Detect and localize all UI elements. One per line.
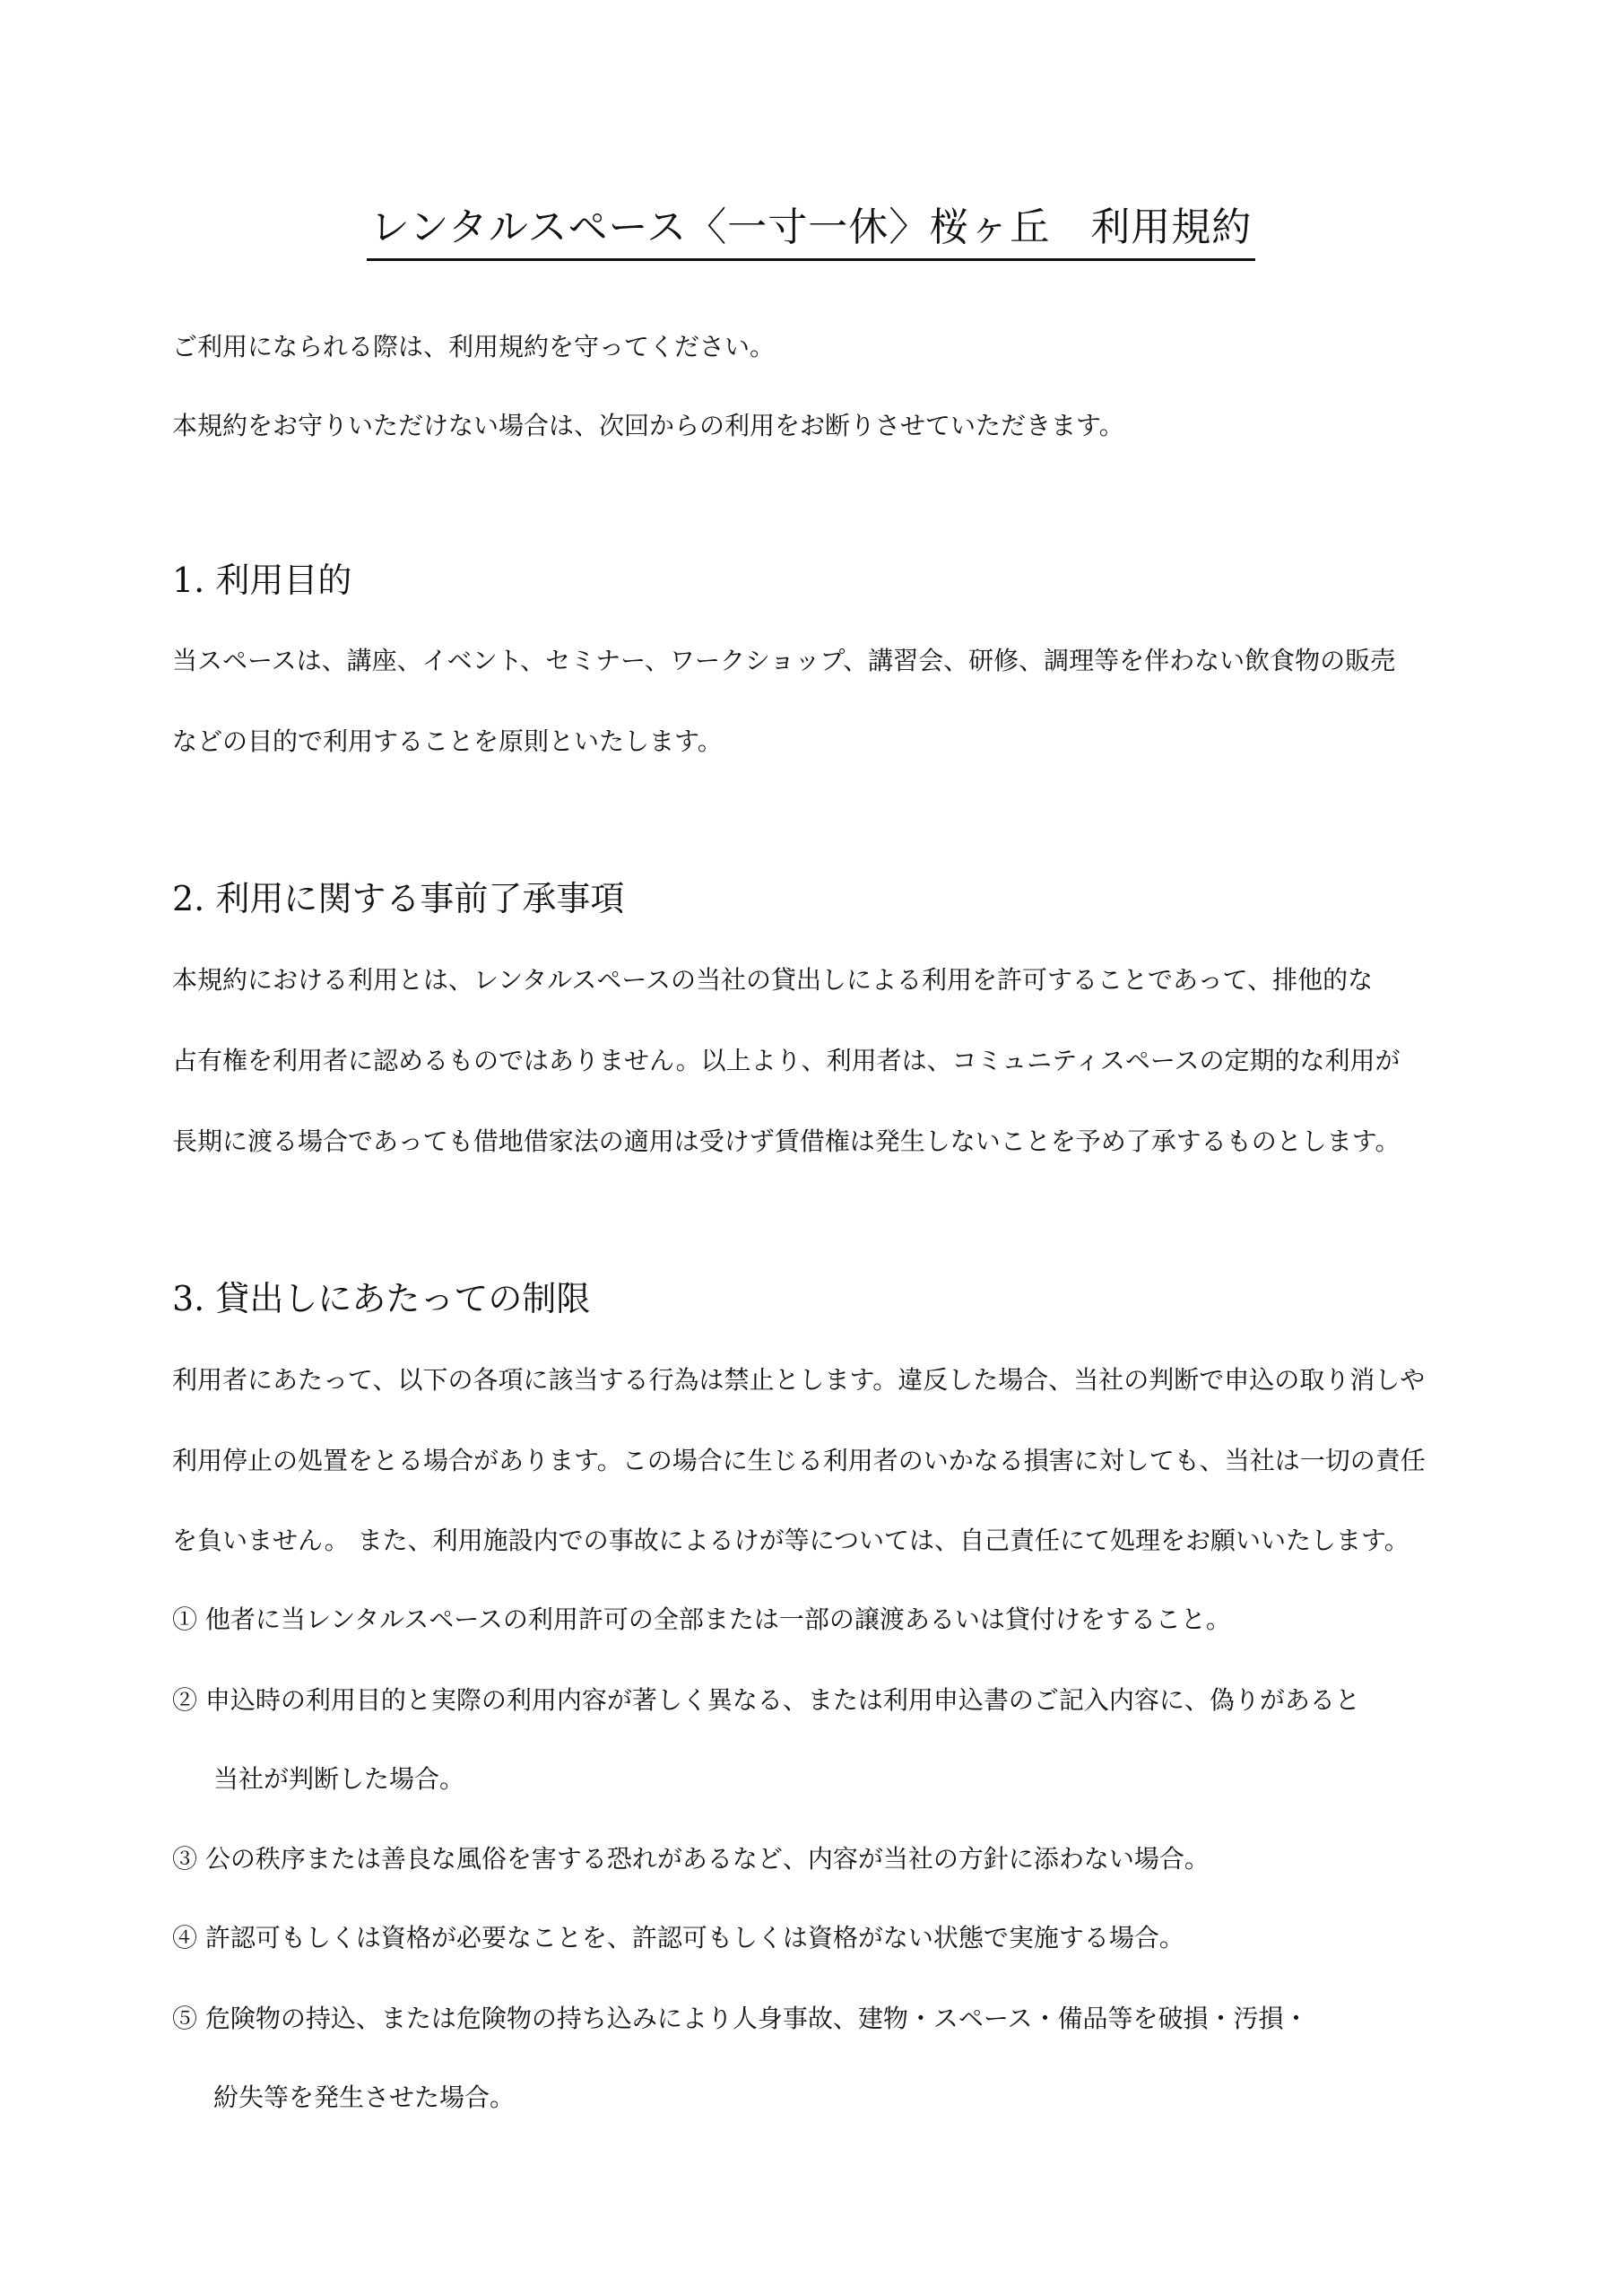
section-3-line-3: を負いません。 また、利用施設内での事故によるけが等については、自己責任にて処理をお願いいたします。: [172, 1526, 1409, 1555]
list-item-4: ④ 許認可もしくは資格が必要なことを、許認可もしくは資格がない状態で実施する場合。: [172, 1923, 1184, 1952]
list-item-2-continuation: 当社が判断した場合。: [213, 1764, 465, 1794]
section-2-line-1: 本規約における利用とは、レンタルスペースの当社の貸出しによる利用を許可することであって、排他的な: [172, 965, 1374, 995]
list-item-1: ① 他者に当レンタルスペースの利用許可の全部または一部の譲渡あるいは貸付けをすること。: [172, 1605, 1231, 1634]
list-item-2: ② 申込時の利用目的と実際の利用内容が著しく異なる、または利用申込書のご記入内容に、偽りがあると: [172, 1685, 1360, 1715]
section-3-line-2: 利用停止の処置をとる場合があります。この場合に生じる利用者のいかなる損害に対しても、当社は一切の責任: [172, 1446, 1426, 1475]
intro-line-2: 本規約をお守りいただけない場合は、次回からの利用をお断りさせていただきます。: [172, 411, 1124, 440]
section-2-line-2: 占有権を利用者に認めるものではありません。以上より、利用者は、コミュニティスペースの定期的な利用が: [172, 1046, 1401, 1075]
list-item-5: ⑤ 危険物の持込、または危険物の持ち込みにより人身事故、建物・スペース・備品等を破損・汚損・: [172, 2004, 1309, 2033]
section-1-line-1: 当スペースは、講座、イベント、セミナー、ワークショップ、講習会、研修、調理等を伴わない飲食物の販売: [172, 646, 1396, 675]
section-1-line-2: などの目的で利用することを原則といたします。: [172, 726, 723, 756]
section-3-heading: 3. 貸出しにあたっての制限: [172, 1279, 591, 1318]
section-2-line-3: 長期に渡る場合であっても借地借家法の適用は受けず賃借権は発生しないことを予め了承するものとします。: [172, 1126, 1401, 1156]
section-3-line-1: 利用者にあたって、以下の各項に該当する行為は禁止とします。違反した場合、当社の判断で申込の取り消しや: [172, 1365, 1426, 1395]
page-title: レンタルスペース〈一寸一休〉桜ヶ丘 利用規約: [367, 199, 1256, 261]
title-container: [0, 199, 1622, 261]
section-1-heading: 1. 利用目的: [172, 561, 352, 600]
list-item-5-continuation: 紛失等を発生させた場合。: [213, 2083, 516, 2112]
section-2-heading: 2. 利用に関する事前了承事項: [172, 879, 625, 918]
intro-line-1: ご利用になられる際は、利用規約を守ってください。: [172, 332, 776, 361]
list-item-3: ③ 公の秩序または善良な風俗を害する恐れがあるなど、内容が当社の方針に添わない場合。: [172, 1844, 1210, 1874]
